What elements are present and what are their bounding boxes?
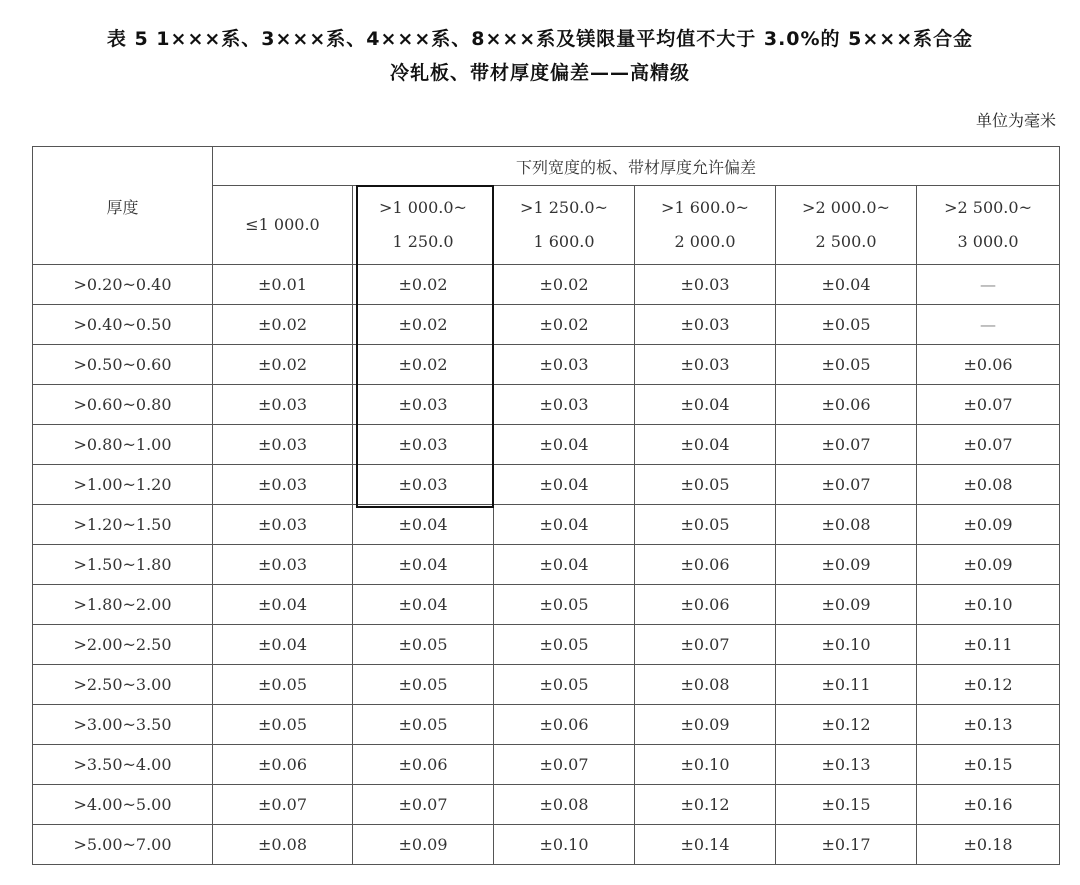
header-width-group: 下列宽度的板、带材厚度允许偏差 — [213, 147, 1060, 186]
tolerance-cell: ±0.15 — [917, 745, 1060, 785]
tolerance-cell: ±0.05 — [353, 665, 494, 705]
tolerance-cell: ±0.11 — [917, 625, 1060, 665]
thickness-cell: >0.50~0.60 — [33, 345, 213, 385]
tolerance-cell: ±0.03 — [213, 465, 353, 505]
tolerance-cell: — — [917, 265, 1060, 305]
table-row — [33, 265, 1060, 305]
tolerance-cell: ±0.16 — [917, 785, 1060, 825]
tolerance-cell: ±0.03 — [635, 265, 776, 305]
thickness-cell: >1.20~1.50 — [33, 505, 213, 545]
table-row — [33, 545, 1060, 585]
tolerance-cell: ±0.05 — [635, 505, 776, 545]
tolerance-cell: ±0.03 — [353, 425, 494, 465]
tolerance-cell: ±0.09 — [353, 825, 494, 865]
table-row — [33, 505, 1060, 545]
tolerance-cell: ±0.06 — [213, 745, 353, 785]
thickness-tolerance-table — [32, 146, 1060, 865]
tolerance-cell: ±0.02 — [213, 345, 353, 385]
tolerance-cell: ±0.02 — [353, 345, 494, 385]
tolerance-cell: ±0.02 — [353, 305, 494, 345]
tolerance-cell: ±0.07 — [353, 785, 494, 825]
tolerance-cell: ±0.05 — [494, 585, 635, 625]
tolerance-cell: ±0.02 — [353, 265, 494, 305]
tolerance-cell: ±0.04 — [353, 505, 494, 545]
tolerance-cell: ±0.05 — [635, 465, 776, 505]
tolerance-cell: ±0.04 — [213, 585, 353, 625]
tolerance-cell: ±0.05 — [213, 705, 353, 745]
header-width-2: >1 250.0~ 1 600.0 — [494, 186, 635, 265]
tolerance-cell: ±0.12 — [776, 705, 917, 745]
table-title — [0, 22, 1080, 90]
tolerance-cell: ±0.06 — [635, 585, 776, 625]
table-row — [33, 465, 1060, 505]
tolerance-cell: ±0.08 — [776, 505, 917, 545]
tolerance-cell: ±0.05 — [494, 625, 635, 665]
tolerance-cell: ±0.10 — [494, 825, 635, 865]
table-row — [33, 705, 1060, 745]
tolerance-cell: ±0.06 — [776, 385, 917, 425]
tolerance-cell: ±0.07 — [917, 425, 1060, 465]
header-width-5: >2 500.0~ 3 000.0 — [917, 186, 1060, 265]
thickness-cell: >2.50~3.00 — [33, 665, 213, 705]
tolerance-cell: ±0.03 — [213, 425, 353, 465]
tolerance-cell: — — [917, 305, 1060, 345]
table-row — [33, 385, 1060, 425]
table-row — [33, 665, 1060, 705]
tolerance-cell: ±0.04 — [353, 585, 494, 625]
table-row — [33, 625, 1060, 665]
tolerance-cell: ±0.18 — [917, 825, 1060, 865]
tolerance-cell: ±0.17 — [776, 825, 917, 865]
tolerance-cell: ±0.05 — [353, 705, 494, 745]
thickness-cell: >0.80~1.00 — [33, 425, 213, 465]
tolerance-cell: ±0.03 — [635, 345, 776, 385]
header-width-3: >1 600.0~ 2 000.0 — [635, 186, 776, 265]
header-width-0: ≤1 000.0 — [213, 186, 353, 265]
thickness-cell: >0.40~0.50 — [33, 305, 213, 345]
tolerance-cell: ±0.05 — [353, 625, 494, 665]
tolerance-cell: ±0.14 — [635, 825, 776, 865]
tolerance-cell: ±0.09 — [917, 505, 1060, 545]
thickness-cell: >2.00~2.50 — [33, 625, 213, 665]
tolerance-cell: ±0.03 — [213, 545, 353, 585]
tolerance-cell: ±0.07 — [494, 745, 635, 785]
tolerance-cell: ±0.04 — [494, 425, 635, 465]
thickness-cell: >4.00~5.00 — [33, 785, 213, 825]
tolerance-cell: ±0.03 — [353, 465, 494, 505]
thickness-cell: >0.20~0.40 — [33, 265, 213, 305]
tolerance-cell: ±0.09 — [635, 705, 776, 745]
tolerance-cell: ±0.07 — [213, 785, 353, 825]
tolerance-cell: ±0.07 — [776, 465, 917, 505]
tolerance-cell: ±0.13 — [917, 705, 1060, 745]
tolerance-cell: ±0.08 — [917, 465, 1060, 505]
table-title-line2: 冷轧板、带材厚度偏差——高精级 — [389, 62, 690, 84]
tolerance-cell: ±0.08 — [494, 785, 635, 825]
tolerance-cell: ±0.06 — [494, 705, 635, 745]
tolerance-cell: ±0.09 — [776, 585, 917, 625]
table-row — [33, 825, 1060, 865]
thickness-cell: >1.00~1.20 — [33, 465, 213, 505]
thickness-cell: >5.00~7.00 — [33, 825, 213, 865]
tolerance-cell: ±0.09 — [917, 545, 1060, 585]
table-row — [33, 425, 1060, 465]
tolerance-cell: ±0.07 — [776, 425, 917, 465]
tolerance-cell: ±0.15 — [776, 785, 917, 825]
thickness-cell: >1.80~2.00 — [33, 585, 213, 625]
tolerance-cell: ±0.06 — [635, 545, 776, 585]
tolerance-cell: ±0.04 — [635, 425, 776, 465]
thickness-cell: >3.00~3.50 — [33, 705, 213, 745]
tolerance-cell: ±0.04 — [776, 265, 917, 305]
tolerance-cell: ±0.08 — [213, 825, 353, 865]
tolerance-cell: ±0.04 — [353, 545, 494, 585]
tolerance-cell: ±0.05 — [776, 305, 917, 345]
table-row — [33, 345, 1060, 385]
header-width-4: >2 000.0~ 2 500.0 — [776, 186, 917, 265]
tolerance-cell: ±0.12 — [917, 665, 1060, 705]
tolerance-cell: ±0.07 — [917, 385, 1060, 425]
thickness-cell: >1.50~1.80 — [33, 545, 213, 585]
tolerance-cell: ±0.10 — [776, 625, 917, 665]
tolerance-cell: ±0.03 — [353, 385, 494, 425]
tolerance-cell: ±0.10 — [635, 745, 776, 785]
tolerance-cell: ±0.01 — [213, 265, 353, 305]
thickness-cell: >3.50~4.00 — [33, 745, 213, 785]
table-row — [33, 585, 1060, 625]
tolerance-cell: ±0.02 — [494, 265, 635, 305]
tolerance-cell: ±0.04 — [494, 545, 635, 585]
tolerance-cell: ±0.02 — [213, 305, 353, 345]
tolerance-cell: ±0.04 — [635, 385, 776, 425]
tolerance-cell: ±0.03 — [213, 505, 353, 545]
header-width-1: >1 000.0~ 1 250.0 — [353, 186, 494, 265]
tolerance-cell: ±0.03 — [494, 385, 635, 425]
tolerance-cell: ±0.04 — [494, 505, 635, 545]
tolerance-cell: ±0.02 — [494, 305, 635, 345]
tolerance-cell: ±0.08 — [635, 665, 776, 705]
tolerance-cell: ±0.04 — [213, 625, 353, 665]
tolerance-cell: ±0.09 — [776, 545, 917, 585]
tolerance-cell: ±0.12 — [635, 785, 776, 825]
tolerance-cell: ±0.11 — [776, 665, 917, 705]
tolerance-cell: ±0.04 — [494, 465, 635, 505]
table-row — [33, 785, 1060, 825]
header-thickness: 厚度 — [33, 147, 213, 265]
thickness-cell: >0.60~0.80 — [33, 385, 213, 425]
tolerance-cell: ±0.05 — [776, 345, 917, 385]
tolerance-cell: ±0.06 — [917, 345, 1060, 385]
table-title-line1: 表 5 1×××系、3×××系、4×××系、8×××系及镁限量平均值不大于 3.0%的 5×××系合金 — [106, 28, 974, 50]
tolerance-cell: ±0.05 — [213, 665, 353, 705]
tolerance-cell: ±0.10 — [917, 585, 1060, 625]
tolerance-cell: ±0.07 — [635, 625, 776, 665]
tolerance-cell: ±0.03 — [494, 345, 635, 385]
tolerance-cell: ±0.03 — [213, 385, 353, 425]
tolerance-cell: ±0.03 — [635, 305, 776, 345]
tolerance-cell: ±0.05 — [494, 665, 635, 705]
table-row — [33, 745, 1060, 785]
tolerance-cell: ±0.13 — [776, 745, 917, 785]
table-row — [33, 305, 1060, 345]
tolerance-cell: ±0.06 — [353, 745, 494, 785]
unit-label: 单位为毫米 — [975, 111, 1056, 130]
